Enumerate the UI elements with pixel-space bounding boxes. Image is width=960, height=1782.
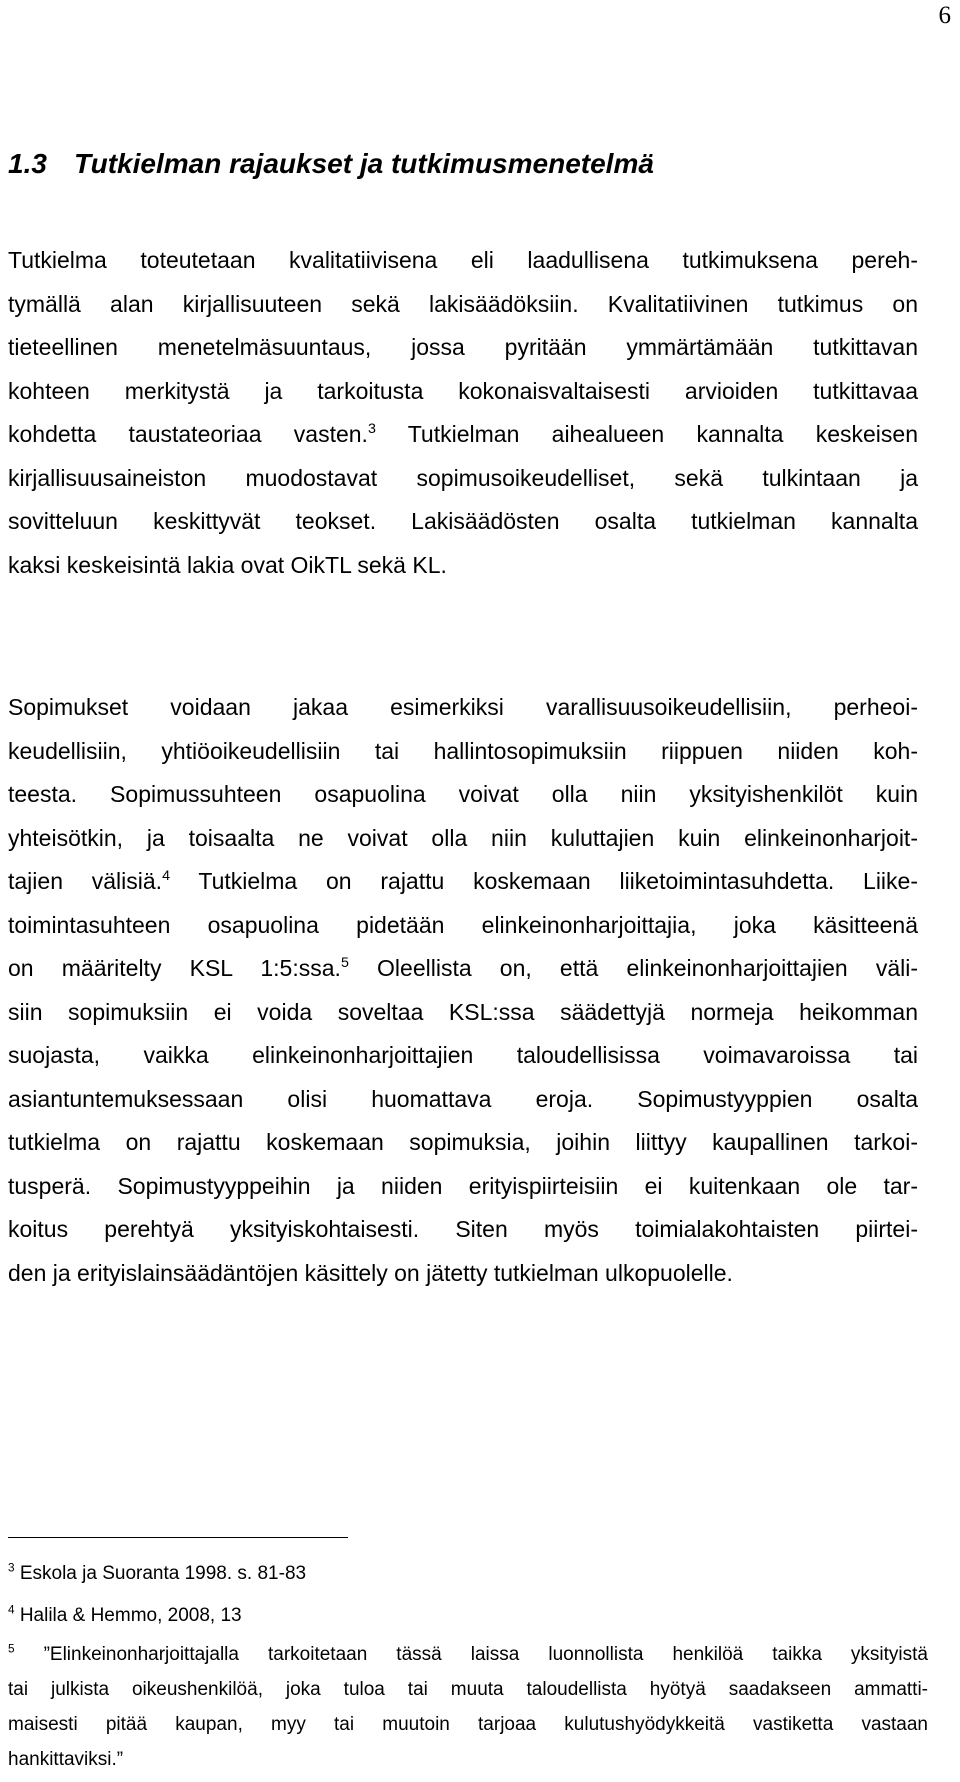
section-number: 1.3	[8, 148, 47, 179]
paragraph-line: den ja erityislainsäädäntöjen käsittely on jätetty tutkielman ulkopuolelle.	[8, 1259, 733, 1286]
paragraph-line: kaksi keskeisintä lakia ovat OikTL sekä KL.	[8, 551, 447, 578]
section-heading	[8, 148, 654, 180]
paragraph-line: tusperä. Sopimustyyppeihin ja niiden erityispiirteisiin ei kuitenkaan ole tar-	[8, 1172, 918, 1199]
paragraph-line: koitus perehtyä yksityiskohtaisesti. Siten myös toimialakohtaisten piirtei-	[8, 1216, 918, 1242]
paragraph-2	[8, 686, 918, 1295]
footnote-ref-5: 5	[340, 955, 349, 972]
paragraph-line: kirjallisuusaineiston muodostavat sopimusoikeudelliset, sekä tulkintaan ja	[8, 464, 918, 491]
footnotes	[8, 1553, 928, 1777]
paragraph-line: yhteisötkin, ja toisaalta ne voivat olla niin kuluttajien kuin elinkeinonharjoit-	[8, 824, 918, 851]
paragraph-1	[8, 239, 918, 587]
footnote-3	[8, 1553, 928, 1595]
paragraph-line: Sopimukset voidaan jakaa esimerkiksi varallisuusoikeudellisiin, perheoi-	[8, 694, 918, 720]
footnote-5	[8, 1637, 928, 1777]
paragraph-line: asiantuntemuksessaan olisi huomattava eroja. Sopimustyyppien osalta	[8, 1085, 918, 1112]
paragraph-line: toimintasuhteen osapuolina pidetään elinkeinonharjoittajia, joka käsitteenä	[8, 911, 918, 938]
paragraph-line: keudellisiin, yhtiöoikeudellisiin tai hallintosopimuksiin riippuen niiden koh-	[8, 737, 918, 764]
footnote-ref-4: 4	[162, 868, 171, 885]
paragraph-line: siin sopimuksiin ei voida soveltaa KSL:ssa säädettyjä normeja heikomman	[8, 998, 918, 1025]
footnote-marker: 3	[8, 1561, 15, 1575]
page-number: 6	[938, 2, 951, 29]
paragraph-line: Tutkielma toteutetaan kvalitatiivisena eli laadullisena tutkimuksena pereh-	[8, 247, 918, 273]
footnote-line: hankittaviksi.”	[8, 1749, 124, 1770]
footnote-line: maisesti pitää kaupan, myy tai muutoin tarjoaa kulutushyödykkeitä vastiketta vastaan	[8, 1714, 928, 1735]
footnote-ref-3: 3	[367, 421, 376, 438]
paragraph-line: tymällä alan kirjallisuuteen sekä lakisäädöksiin. Kvalitatiivinen tutkimus on	[8, 290, 918, 317]
paragraph-line: sovitteluun keskittyvät teokset. Lakisäädösten osalta tutkielman kannalta	[8, 508, 918, 534]
paragraph-line: tajien välisiä.$^4$ Tutkielma on rajattu koskemaan liiketoimintasuhdetta. Liike-	[8, 868, 918, 894]
footnote-marker: 4	[8, 1603, 15, 1617]
paragraph-line: tieteellinen menetelmäsuuntaus, jossa pyritään ymmärtämään tutkittavan	[8, 334, 918, 360]
paragraph-line: teesta. Sopimussuhteen osapuolina voivat olla niin yksityishenkilöt kuin	[8, 781, 918, 807]
paragraph-line: tutkielma on rajattu koskemaan sopimuksia, joihin liittyy kaupallinen tarkoi-	[8, 1129, 918, 1155]
footnote-text: Halila & Hemmo, 2008, 13	[19, 1605, 242, 1626]
footnote-separator	[8, 1537, 348, 1538]
footnote-4	[8, 1595, 928, 1637]
paragraph-line: kohdetta taustateoriaa vasten.$^3$ Tutkielman aihealueen kannalta keskeisen	[8, 421, 918, 447]
footnote-line: $^5$ ”Elinkeinonharjoittajalla tarkoitetaan tässä laissa luonnollista henkilöä taikka yksityistä	[8, 1642, 928, 1665]
paragraph-line: on määritelty KSL 1:5:ssa.$^5$ Oleellista on, että elinkeinonharjoittajien väli-	[8, 955, 918, 981]
paragraph-line: kohteen merkitystä ja tarkoitusta kokonaisvaltaisesti arvioiden tutkittavaa	[8, 377, 918, 404]
footnote-line: tai julkista oikeushenkilöä, joka tuloa tai muuta taloudellista hyötyä saadakseen ammatti-	[8, 1679, 928, 1700]
paragraph-line: suojasta, vaikka elinkeinonharjoittajien taloudellisissa voimavaroissa tai	[8, 1042, 918, 1068]
section-title: Tutkielman rajaukset ja tutkimusmenetelmä	[74, 148, 654, 179]
footnote-marker: 5	[8, 1642, 15, 1656]
footnote-text: Eskola ja Suoranta 1998. s. 81-83	[19, 1563, 307, 1584]
